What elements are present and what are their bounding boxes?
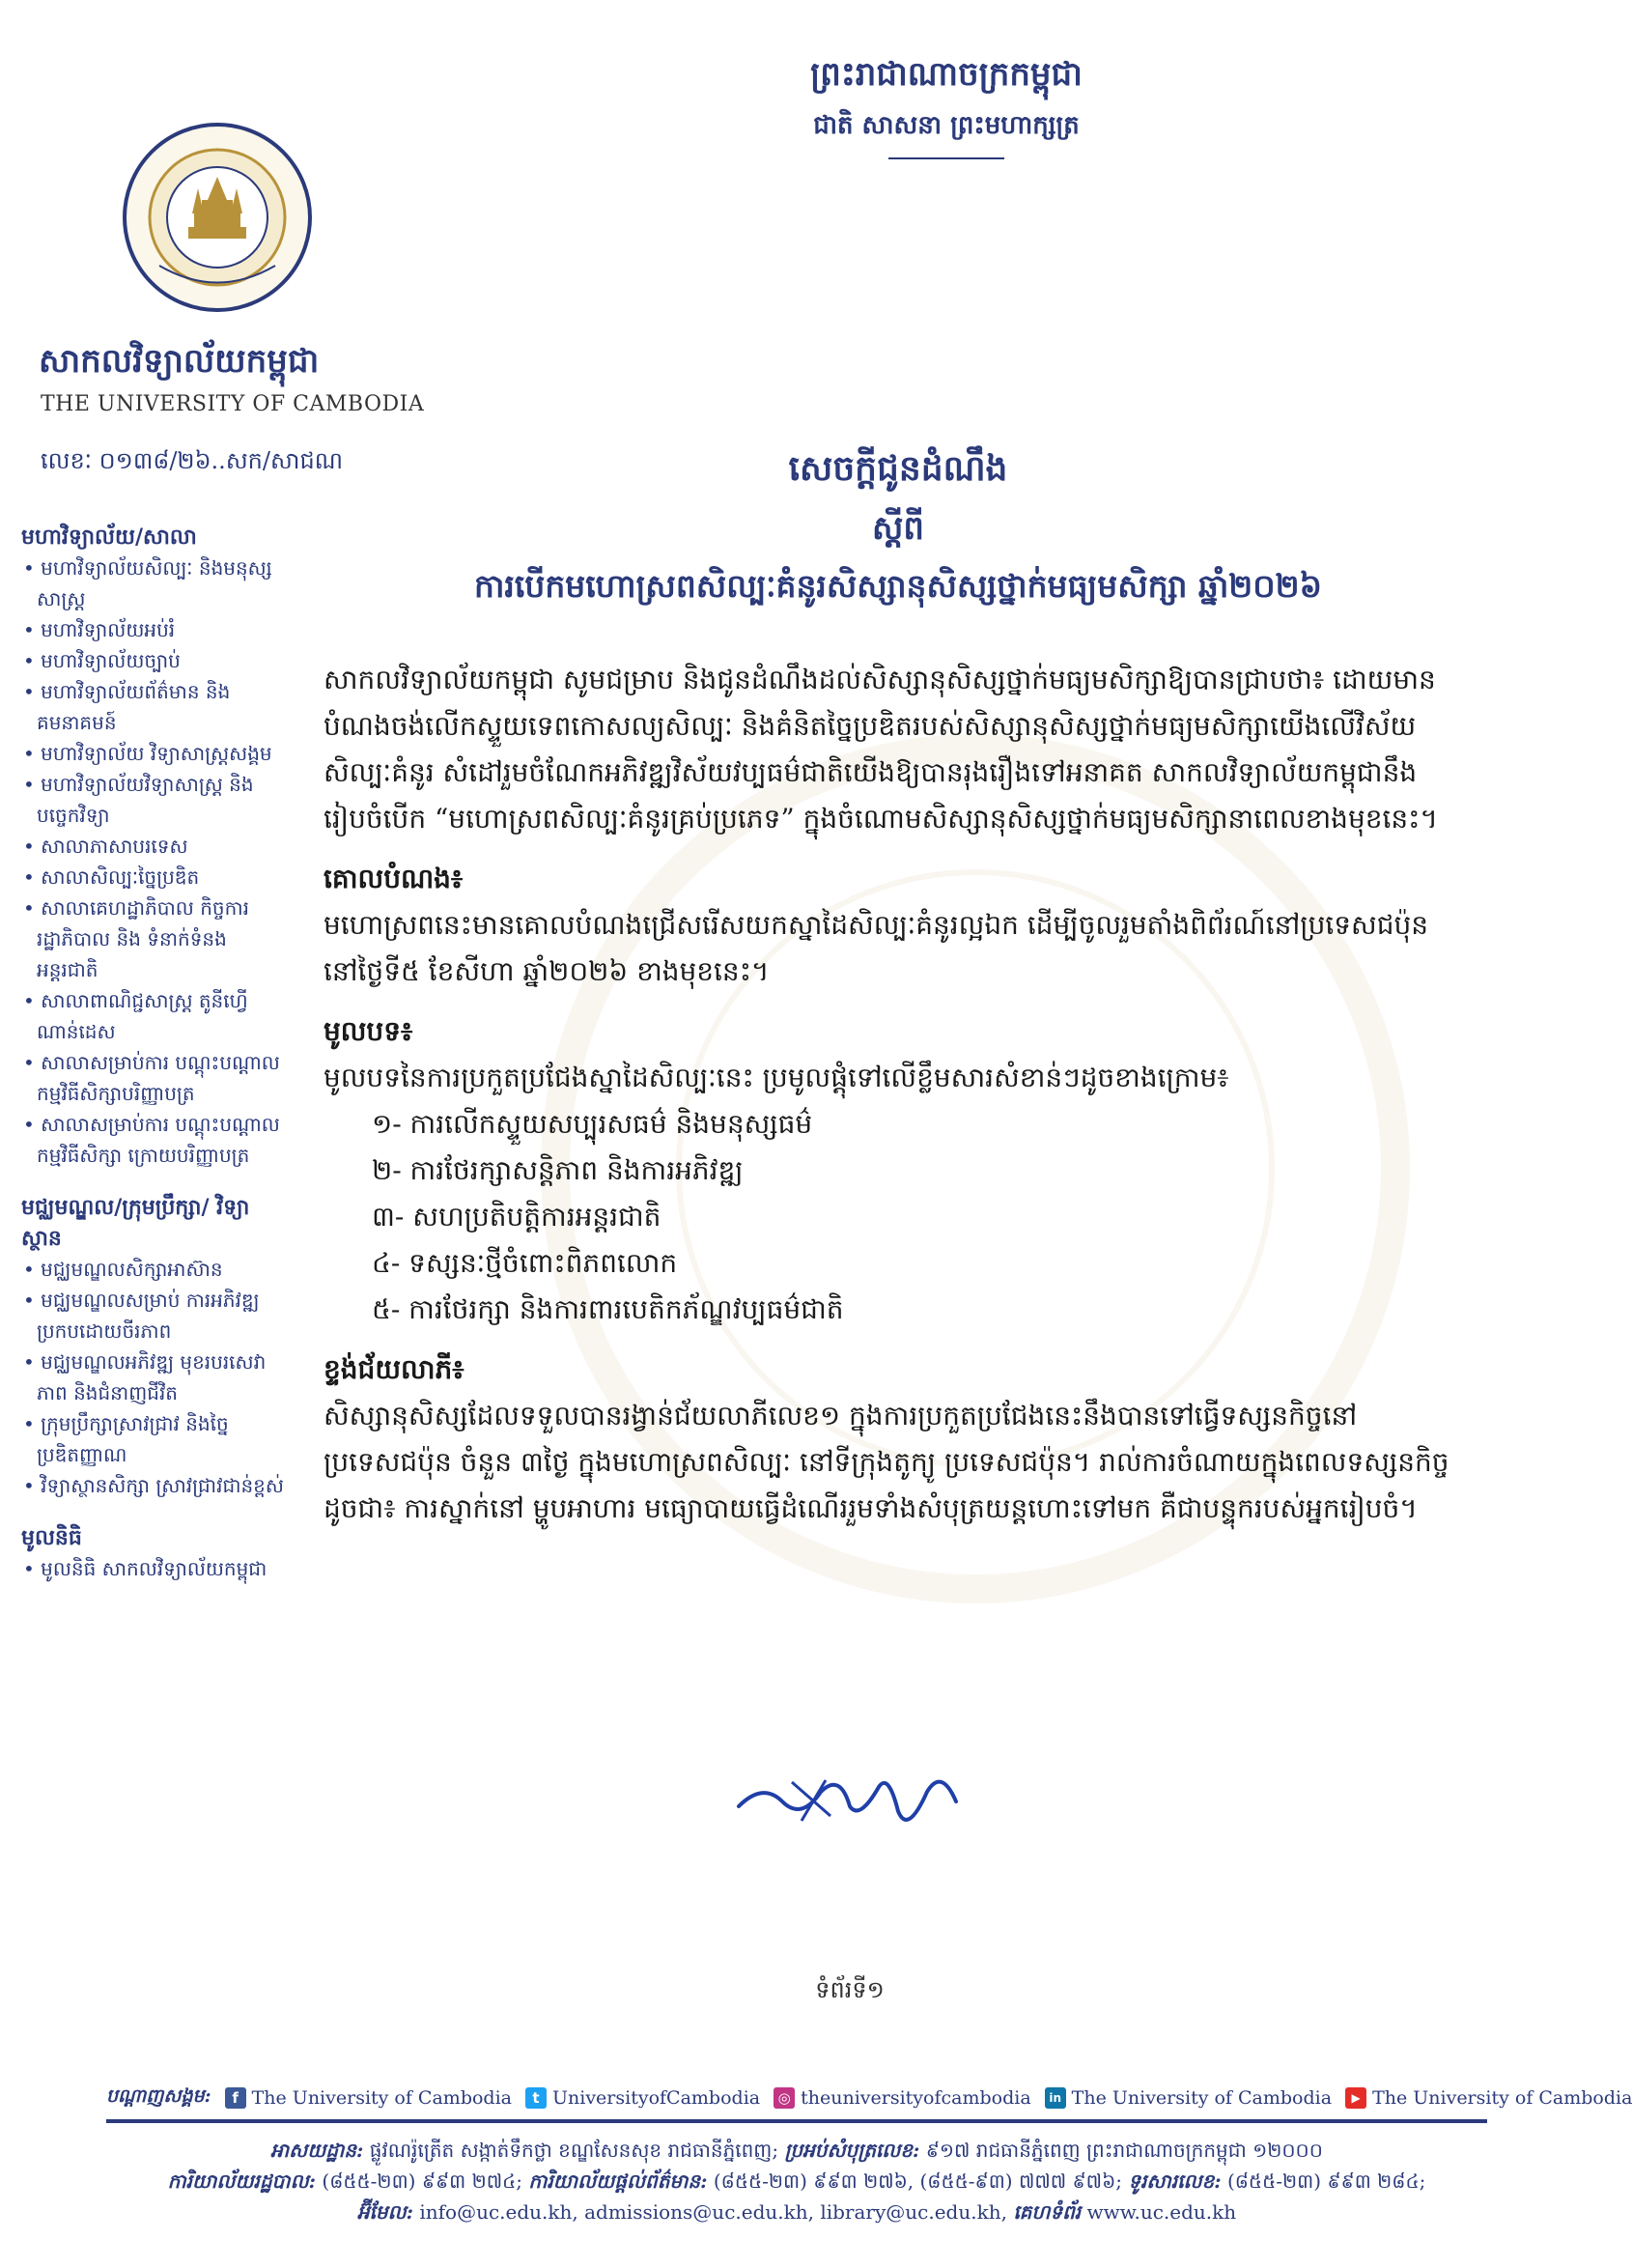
social-media-bar [106, 2084, 1632, 2112]
handwritten-signature [734, 1753, 966, 1840]
objective-heading: គោលបំណង៖ [324, 863, 464, 894]
social-link-text: The University of Cambodia [251, 2087, 512, 2109]
list-item: ៤- ទស្សនៈថ្មីចំពោះពិភពលោក [372, 1247, 678, 1279]
university-logo [121, 121, 314, 314]
university-name-english: THE UNIVERSITY OF CAMBODIA [41, 392, 425, 416]
sidebar-item: • សាលាសម្រាប់ការ បណ្តុះបណ្តាលកម្មវិធីសិក្សា ក្រោយបរិញ្ញាបត្រ [21, 1109, 287, 1171]
footer-phone-line: ការិយាល័យរដ្ឋបាល: (៨៥៥-២៣) ៩៩៣ ២៧៤; ការិយាល័យផ្តល់ព័ត៌មាន: (៨៥៥-២៣) ៩៩៣ ២៧៦, (៨៥៥-៩៣) ៧៧៧ ៩៧៦; ទូរសារលេខ: (៨៥៥-២៣) ៩៩៣ ២៨៤; [167, 2169, 1426, 2193]
kingdom-header [676, 53, 1217, 159]
footer-divider [106, 2119, 1487, 2123]
social-link-text: theuniversityofcambodia [801, 2087, 1031, 2109]
prize-paragraph: សិស្សានុសិស្សដែលទទួលបានរង្វាន់ជ័យលាភីលេខ១ ក្នុងការប្រកួតប្រជែងនេះនឹងបានទៅធ្វើទស្សនកិច្ចនៅប្រទេសជប៉ុន ចំនួន ៣ថ្ងៃ ក្នុងមហោស្រពសិល្បៈ នៅទីក្រុងតូក្យូ ប្រទេសជប៉ុន។ រាល់ការចំណាយក្នុងពេលទស្សនកិច្ច ដូចជា៖ ការស្នាក់នៅ ម្ហូបអាហារ មធ្យោបាយធ្វើដំណើររួមទាំងសំបុត្រយន្តហោះទៅមក គឺជាបន្ទុករបស់អ្នករៀបចំ។ [324, 1400, 1449, 1524]
sidebar-item: • មហាវិទ្យាល័យសិល្បៈ និងមនុស្សសាស្ត្រ [21, 553, 287, 614]
sidebar-item: • វិទ្យាស្ថានសិក្សា ស្រាវជ្រាវជាន់ខ្ពស់ [21, 1470, 287, 1501]
intro-paragraph: សាកលវិទ្យាល័យកម្ពុជា សូមជម្រាប និងជូនដំណឹងដល់សិស្សានុសិស្សថ្នាក់មធ្យមសិក្សាឱ្យបានជ្រាបថា៖ ដោយមានបំណងចង់លើកស្ទួយទេពកោសល្យសិល្បៈ និងគំនិតច្នៃប្រឌិតរបស់សិស្សានុសិស្សថ្នាក់មធ្យមសិក្សាយើងលើវិស័យសិល្បៈគំនូរ សំដៅរួមចំណែកអភិវឌ្ឍវិស័យវប្បធម៌ជាតិយើងឱ្យបានរុងរឿងទៅអនាគត សាកលវិទ្យាល័យកម្ពុជានឹងរៀបចំបើក “មហោស្រពសិល្បៈគំនូរគ្រប់ប្រភេទ” ក្នុងចំណោមសិស្សានុសិស្សថ្នាក់មធ្យមសិក្សានាពេលខាងមុខនេះ។ [324, 664, 1438, 835]
list-item: ៣- សហប្រតិបត្តិការអន្តរជាតិ [372, 1201, 661, 1233]
social-link-twitter[interactable] [525, 2087, 760, 2109]
sidebar-item: • មហាវិទ្យាល័យអប់រំ [21, 614, 287, 645]
theme-intro: មូលបទនៃការប្រកួតប្រជែងស្នាដៃសិល្បៈនេះ ប្រមូលផ្តុំទៅលើខ្លឹមសារសំខាន់ៗដូចខាងក្រោម៖ [324, 1062, 1229, 1093]
sidebar-group [21, 1522, 287, 1584]
theme-list [324, 1101, 1463, 1333]
sidebar-group-title: មូលនិធិ [21, 1525, 82, 1550]
national-motto: ជាតិ សាសនា ព្រះមហាក្សត្រ [813, 111, 1080, 140]
letter-body [324, 657, 1463, 1532]
sidebar-item: • មហាវិទ្យាល័យព័ត៌មាន និងគមនាគមន៍ [21, 676, 287, 738]
linkedin-icon: in [1045, 2087, 1066, 2109]
sidebar-item: • មជ្ឈមណ្ឌលអភិវឌ្ឍ មុខរបរសេវាភាព និងជំនាញជីវិត [21, 1347, 287, 1408]
sidebar-item: • សាលាគេហដ្ឋាភិបាល កិច្ចការរដ្ឋាភិបាល និង ទំនាក់ទំនងអន្តរជាតិ [21, 893, 287, 985]
social-link-linkedin[interactable] [1045, 2087, 1332, 2109]
list-item: ១- ការលើកស្ទួយសប្បុរសធម៌ និងមនុស្សធម៌ [372, 1108, 813, 1140]
social-link-facebook[interactable] [225, 2087, 512, 2109]
announcement-title: សេចក្តីជូនដំណឹង [788, 448, 1008, 489]
announcement-subject: ការបើកមហោស្រពសិល្បៈគំនូរសិស្សានុសិស្សថ្នាក់មធ្យមសិក្សា ឆ្នាំ២០២៦ [474, 567, 1322, 605]
social-label: បណ្តាញសង្គម: [106, 2085, 211, 2107]
sidebar-item: • សាលាសម្រាប់ការ បណ្តុះបណ្តាល កម្មវិធីសិក្សាបរិញ្ញាបត្រ [21, 1047, 287, 1109]
social-link-text: The University of Cambodia [1071, 2087, 1333, 2109]
sidebar-group-title: មហាវិទ្យាល័យ/សាលា [21, 524, 197, 550]
facebook-icon: f [225, 2087, 246, 2109]
reference-number: លេខៈ ០១៣៨/២៦..សក/សាជណ [41, 447, 343, 474]
prize-heading: ខ្ទង់ជ័យលាភី៖ [324, 1353, 464, 1385]
sidebar-group [21, 522, 287, 1171]
kingdom-title: ព្រះរាជាណាចក្រកម្ពុជា [810, 55, 1083, 94]
website-link[interactable]: www.uc.edu.kh [1086, 2200, 1237, 2224]
footer-web-line: អ៊ីមែល: info@uc.edu.kh, admissions@uc.edu.kh, library@uc.edu.kh, គេហទំព័រ www.uc.edu.kh [356, 2200, 1237, 2224]
announcement-titles [319, 446, 1477, 613]
social-link-youtube[interactable] [1345, 2087, 1632, 2109]
objective-paragraph: មហោស្រពនេះមានគោលបំណងជ្រើសរើសយកស្នាដៃសិល្បៈគំនូរល្អឯក ដើម្បីចូលរួមតាំងពិព័រណ៍នៅប្រទេសជប៉ុន នៅថ្ងៃទី៥ ខែសីហា ឆ្នាំ២០២៦ ខាងមុខនេះ។ [324, 909, 1429, 987]
sidebar-item: • ក្រុមប្រឹក្សាស្រាវជ្រាវ និងច្នៃប្រឌិតញ្ញាណ [21, 1408, 287, 1470]
list-item: ៥- ការថែរក្សា និងការពារបេតិកភ័ណ្ឌវប្បធម៌ជាតិ [372, 1293, 844, 1325]
list-item: ២- ការថែរក្សាសន្តិភាព និងការអភិវឌ្ឍ [372, 1154, 744, 1186]
social-link-text: UniversityofCambodia [552, 2087, 761, 2109]
instagram-icon: ◎ [774, 2087, 795, 2109]
sidebar-group [21, 1192, 287, 1501]
twitter-icon: t [525, 2087, 547, 2109]
email-links[interactable]: info@uc.edu.kh, admissions@uc.edu.kh, library@uc.edu.kh, [419, 2200, 1007, 2224]
social-link-text: The University of Cambodia [1372, 2087, 1632, 2109]
footer-contact [106, 2135, 1487, 2227]
social-link-instagram[interactable] [774, 2087, 1031, 2109]
sidebar-item: • សាលាសិល្បៈច្នៃប្រឌិត [21, 862, 287, 893]
header-ornament [888, 157, 1004, 159]
theme-heading: មូលបទ៖ [324, 1015, 413, 1047]
sidebar-item: • មហាវិទ្យាល័យវិទ្យាសាស្ត្រ និងបច្ចេកវិទ្យា [21, 769, 287, 831]
youtube-icon: ▶ [1345, 2087, 1366, 2109]
sidebar-item: • មជ្ឈមណ្ឌលសិក្សាអាស៊ាន [21, 1254, 287, 1285]
sidebar-item: • មូលនិធិ សាកលវិទ្យាល័យកម្ពុជា [21, 1553, 287, 1584]
sidebar [21, 522, 287, 1605]
sidebar-group-title: មជ្ឈមណ្ឌល/ក្រុមប្រឹក្សា/ វិទ្យាស្ថាន [21, 1195, 250, 1251]
announcement-subject-label: ស្តីពី [872, 509, 924, 548]
university-name-khmer: សាកលវិទ្យាល័យកម្ពុជា [39, 342, 320, 381]
sidebar-item: • មហាវិទ្យាល័យ វិទ្យាសាស្ត្រសង្គម [21, 738, 287, 769]
sidebar-item: • មហាវិទ្យាល័យច្បាប់ [21, 645, 287, 676]
footer-address-line: អាសយដ្ឋាន: ផ្លូវណរ៉ូត្រើត សង្កាត់ទឹកថ្លា ខណ្ឌសែនសុខ រាជធានីភ្នំពេញ; ប្រអប់សំបុត្រលេខ: ៩១៧ រាជធានីភ្នំពេញ ព្រះរាជាណាចក្រកម្ពុជា ១២០០០ [270, 2139, 1323, 2162]
sidebar-item: • មជ្ឈមណ្ឌលសម្រាប់ ការអភិវឌ្ឍ ប្រកបដោយចីរភាព [21, 1285, 287, 1347]
sidebar-item: • សាលាភាសាបរទេស [21, 831, 287, 862]
sidebar-item: • សាលាពាណិជ្ជសាស្ត្រ តូនីហ្វើណាន់ដេស [21, 985, 287, 1047]
page-number: ទំព័រទី១ [815, 1976, 885, 2003]
